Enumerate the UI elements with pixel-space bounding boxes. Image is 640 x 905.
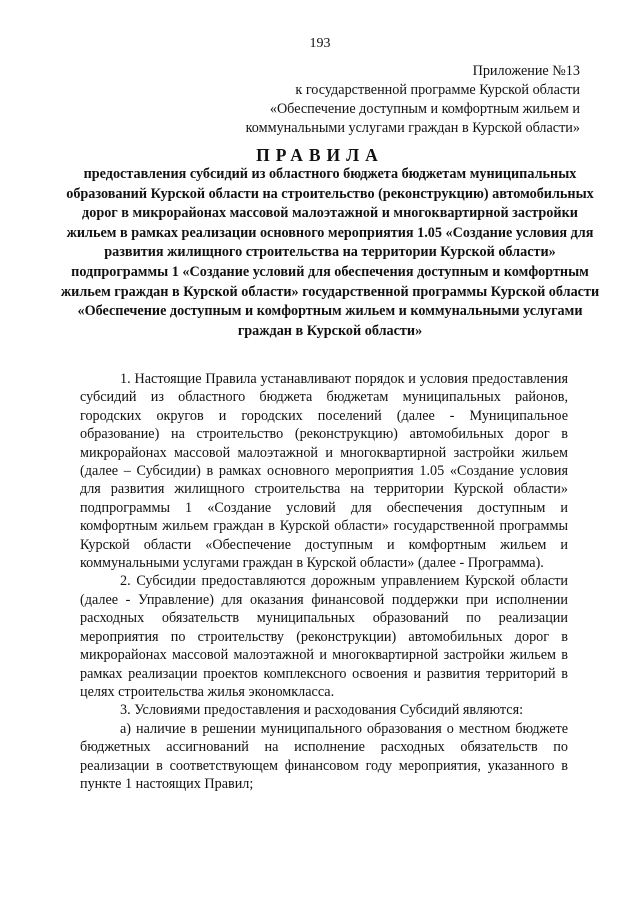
annex-line: к государственной программе Курской области: [295, 82, 580, 98]
annex-line: Приложение №13: [472, 63, 580, 79]
document-subtitle: предоставления субсидий из областного бюджета бюджетам муниципальных образований Курской области на строительство (реконструкцию) автомобильных дорог в микрорайонах массовой малоэтажной и многоквартирной застройки жильем в рамках реализации основного мероприятия 1.05 «Создание условия для развития жилищного строительства на территории Курской области» подпрограммы 1 «Создание условий для обеспечения доступным и комфортным жильем граждан в Курской области» государственной программы Курской области «Обеспечение доступным и комфортным жильем и коммунальными услугами граждан в Курской области»: [60, 166, 600, 339]
document-body: [80, 370, 568, 793]
document-title: ПРАВИЛА: [256, 145, 384, 165]
annex-line: «Обеспечение доступным и комфортным жильем и: [269, 101, 580, 117]
paragraph-3: 3. Условиями предоставления и расходования Субсидий являются:: [120, 702, 524, 719]
annex-header: [246, 62, 580, 138]
paragraph-2: 2. Субсидии предоставляются дорожным управлением Курской области (далее - Управление) для оказания финансовой поддержки при исполнении расходных обязательств муниципальных образований по реализации мероприятия по строительству (реконструкции) автомобильных дорог в микрорайонах массовой малоэтажной и многоквартирной застройки жильем в рамках реализации проектов комплексного освоения и развития территорий в целях строительства жилья экономкласса.: [80, 573, 568, 700]
annex-line: коммунальными услугами граждан в Курской области»: [245, 120, 580, 136]
paragraph-4: а) наличие в решении муниципального образования о местном бюджете бюджетных ассигнований на исполнение расходных обязательств по реализации в соответствующем финансовом году мероприятия, указанного в пункте 1 настоящих Правил;: [80, 720, 568, 792]
paragraph-1: 1. Настоящие Правила устанавливают порядок и условия предоставления субсидий из областного бюджета бюджетам муниципальных районов, городских округов и городских поселений (далее - Муниципальное образование) на строительство (реконструкцию) автомобильных дорог в микрорайонах массовой малоэтажной и многоквартирной застройки жильем (далее – Субсидии) в рамках основного мероприятия 1.05 «Создание условия для развития жилищного строительства на территории Курской области» подпрограммы 1 «Создание условий для обеспечения доступным и комфортным жильем граждан в Курской области» государственной программы Курской области «Обеспечение доступным и комфортным жильем и коммунальными услугами граждан в Курской области» (далее - Программа).: [80, 371, 568, 572]
page-number: 193: [309, 36, 331, 51]
